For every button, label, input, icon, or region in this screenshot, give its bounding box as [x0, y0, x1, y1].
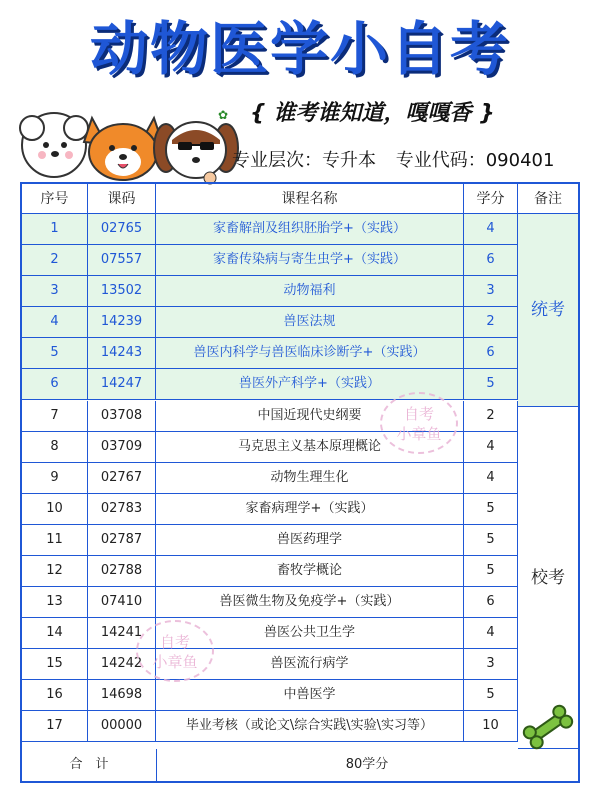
- row-number: 12: [22, 556, 88, 586]
- course-credit: 5: [464, 369, 518, 399]
- table-row: [22, 649, 518, 680]
- table-row: [22, 618, 518, 649]
- major-info: [232, 146, 600, 172]
- table-row: [22, 556, 518, 587]
- row-number: 4: [22, 307, 88, 337]
- course-name: 兽医流行病学: [156, 649, 464, 679]
- course-code: 13502: [88, 276, 156, 306]
- course-code: 14243: [88, 338, 156, 368]
- course-name: 毕业考核（或论文\综合实践\实验\实习等）: [156, 711, 464, 741]
- course-code: 03708: [88, 401, 156, 431]
- course-credit: 2: [464, 401, 518, 431]
- course-code: 00000: [88, 711, 156, 741]
- major-level: 专业层次：专升本: [232, 150, 376, 171]
- course-credit: 4: [464, 463, 518, 493]
- table-row: [22, 494, 518, 525]
- dog-mascots-illustration: [14, 100, 244, 186]
- course-code: 14698: [88, 680, 156, 710]
- note-school-exam: 校考: [518, 407, 578, 749]
- row-number: 16: [22, 680, 88, 710]
- row-number: 17: [22, 711, 88, 741]
- course-credit: 3: [464, 276, 518, 306]
- course-code: 02788: [88, 556, 156, 586]
- row-number: 1: [22, 214, 88, 244]
- slogan: { 谁考谁知道，嘎嘎香 }: [250, 101, 495, 126]
- course-name: 兽医内科学与兽医临床诊断学+（实践）: [156, 338, 464, 368]
- course-credit: 6: [464, 587, 518, 617]
- page-title: 动物医学小自考: [89, 15, 510, 83]
- header-credit: 学分: [464, 184, 518, 214]
- clover-icon: ✿: [218, 108, 229, 122]
- total-value: 80学分: [345, 757, 389, 772]
- header-no: 序号: [22, 184, 88, 214]
- white-dog-icon: [20, 113, 88, 177]
- header-code: 课码: [88, 184, 156, 214]
- course-credit: 5: [464, 494, 518, 524]
- course-code: 02783: [88, 494, 156, 524]
- course-credit: 3: [464, 649, 518, 679]
- watermark-stamp: 自考 小章鱼: [380, 392, 458, 454]
- watermark-stamp: 自考 小章鱼: [136, 620, 214, 682]
- course-credit: 4: [464, 618, 518, 648]
- course-name: 兽医微生物及免疫学+（实践）: [156, 587, 464, 617]
- note-unified-exam: 统考: [518, 214, 578, 407]
- row-number: 13: [22, 587, 88, 617]
- course-name: 兽医公共卫生学: [156, 618, 464, 648]
- table-row: [22, 338, 518, 369]
- course-credit: 5: [464, 525, 518, 555]
- row-number: 6: [22, 369, 88, 399]
- course-name: 马克思主义基本原理概论: [156, 432, 464, 462]
- table-row: [22, 525, 518, 556]
- course-name: 家畜解剖及组织胚胎学+（实践）: [156, 214, 464, 244]
- course-name: 动物生理生化: [156, 463, 464, 493]
- course-code: 07410: [88, 587, 156, 617]
- course-code: 14247: [88, 369, 156, 399]
- course-code: 14242: [88, 649, 156, 679]
- course-code: 02787: [88, 525, 156, 555]
- course-code: 14239: [88, 307, 156, 337]
- major-code: 专业代码：090401: [395, 150, 555, 171]
- header-name: 课程名称: [156, 184, 464, 214]
- course-code: 03709: [88, 432, 156, 462]
- course-name: 动物福利: [156, 276, 464, 306]
- course-code: 02765: [88, 214, 156, 244]
- course-credit: 4: [464, 432, 518, 462]
- course-credit: 5: [464, 556, 518, 586]
- course-name: 中兽医学: [156, 680, 464, 710]
- row-number: 5: [22, 338, 88, 368]
- table-row: [22, 369, 518, 400]
- table-row: [22, 711, 518, 742]
- table-row: [22, 307, 518, 338]
- course-credit: 6: [464, 338, 518, 368]
- row-number: 2: [22, 245, 88, 275]
- total-label: 合 计: [22, 749, 157, 781]
- table-row: [22, 214, 518, 245]
- table-row: [22, 680, 518, 711]
- course-name: 兽医法规: [156, 307, 464, 337]
- row-number: 10: [22, 494, 88, 524]
- row-number: 8: [22, 432, 88, 462]
- course-code: 07557: [88, 245, 156, 275]
- course-name: 兽医外产科学+（实践）: [156, 369, 464, 399]
- course-name: 兽医药理学: [156, 525, 464, 555]
- row-number: 9: [22, 463, 88, 493]
- table-row: [22, 245, 518, 276]
- row-number: 14: [22, 618, 88, 648]
- header-note: 备注: [518, 184, 578, 214]
- table-row: [22, 463, 518, 494]
- row-number: 11: [22, 525, 88, 555]
- course-credit: 6: [464, 245, 518, 275]
- course-credit: 2: [464, 307, 518, 337]
- table-row: [22, 276, 518, 307]
- course-name: 家畜病理学+（实践）: [156, 494, 464, 524]
- row-number: 3: [22, 276, 88, 306]
- course-code: 02767: [88, 463, 156, 493]
- row-number: 15: [22, 649, 88, 679]
- brown-dog-icon: [154, 122, 238, 184]
- bone-icon: [518, 704, 578, 750]
- course-credit: 10: [464, 711, 518, 741]
- course-credit: 4: [464, 214, 518, 244]
- course-name: 畜牧学概论: [156, 556, 464, 586]
- corgi-icon: [84, 118, 162, 180]
- course-code: 14241: [88, 618, 156, 648]
- total-row: [22, 749, 578, 781]
- course-name: 家畜传染病与寄生虫学+（实践）: [156, 245, 464, 275]
- course-credit: 5: [464, 680, 518, 710]
- row-number: 7: [22, 401, 88, 431]
- table-row: [22, 587, 518, 618]
- course-name: 中国近现代史纲要: [156, 401, 464, 431]
- course-table: [20, 182, 580, 783]
